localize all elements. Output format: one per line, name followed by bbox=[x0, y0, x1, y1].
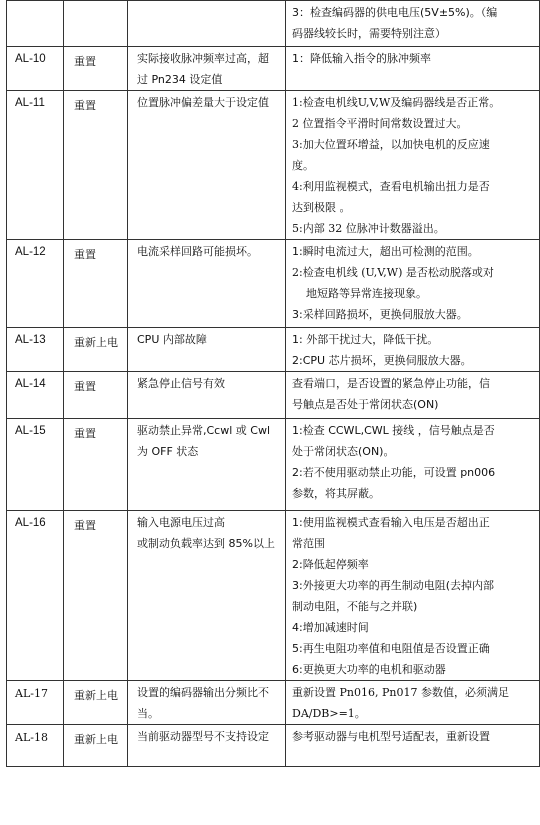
reset-method: 重置 bbox=[74, 519, 96, 532]
cause-line: 输入电源电压过高 bbox=[137, 516, 225, 529]
corrective-action-cell bbox=[286, 372, 540, 419]
action-line: 2:若不使用驱动禁止功能，可设置 pn006 bbox=[292, 466, 496, 479]
table-row bbox=[7, 681, 540, 725]
table-row bbox=[7, 1, 540, 47]
action-line: 处于常闭状态(ON)。 bbox=[292, 445, 395, 458]
action-line: 制动电阻，不能与之并联) bbox=[292, 600, 418, 613]
alarm-code: AL-16 bbox=[15, 517, 46, 529]
reset-method: 重置 bbox=[74, 380, 96, 393]
table-row bbox=[7, 328, 540, 372]
alarm-cause-cell bbox=[128, 681, 286, 725]
alarm-table bbox=[6, 0, 540, 767]
table-row bbox=[7, 725, 540, 767]
reset-method-cell bbox=[64, 91, 128, 240]
alarm-cause-cell bbox=[128, 240, 286, 328]
alarm-code: AL-11 bbox=[15, 97, 45, 109]
action-line: 1:瞬时电流过大，超出可检测的范围。 bbox=[292, 245, 479, 258]
action-line: 4:利用监视模式，查看电机输出扭力是否 bbox=[292, 180, 490, 193]
alarm-code: AL-17 bbox=[15, 687, 48, 700]
reset-method-cell bbox=[64, 1, 128, 47]
action-line: 2:降低起停频率 bbox=[292, 558, 369, 571]
action-line: 5:再生电阻功率值和电阻值是否设置正确 bbox=[292, 642, 490, 655]
action-line: 2:检查电机线 (U,V,W) 是否松动脱落或对 bbox=[292, 266, 494, 279]
corrective-action-cell bbox=[286, 91, 540, 240]
action-line: 码器线较长时，需要特别注意） bbox=[292, 27, 446, 40]
cause-line: 实际接收脉冲频率过高，超 bbox=[137, 52, 269, 65]
reset-method-cell bbox=[64, 328, 128, 372]
alarm-code-cell bbox=[7, 681, 64, 725]
action-line: 1:使用监视模式查看输入电压是否超出正 bbox=[292, 516, 490, 529]
cause-line: 为 OFF 状态 bbox=[137, 445, 199, 458]
table-row bbox=[7, 240, 540, 328]
alarm-code-cell bbox=[7, 511, 64, 681]
cause-line: 位置脉冲偏差量大于设定值 bbox=[137, 96, 269, 109]
action-line: 号触点是否处于常闭状态(ON) bbox=[292, 398, 439, 411]
reset-method bbox=[64, 1, 127, 7]
reset-method: 重置 bbox=[74, 99, 96, 112]
action-line: 5:内部 32 位脉冲计数器溢出。 bbox=[292, 222, 445, 235]
alarm-cause-cell bbox=[128, 1, 286, 47]
table-row bbox=[7, 91, 540, 240]
alarm-code-cell bbox=[7, 240, 64, 328]
cause-line: 当。 bbox=[137, 707, 159, 720]
action-line: 3:采样回路损坏，更换伺服放大器。 bbox=[292, 308, 468, 321]
action-line: 3：检查编码器的供电电压(5V±5%)。（编 bbox=[292, 6, 498, 19]
cause-line: 紧急停止信号有效 bbox=[137, 377, 225, 390]
action-line: 地短路等异常连接现象。 bbox=[306, 287, 427, 300]
cause-line: 或制动负载率达到 85%以上 bbox=[137, 537, 275, 550]
reset-method-cell bbox=[64, 47, 128, 91]
reset-method-cell bbox=[64, 419, 128, 511]
action-line: 4:增加减速时间 bbox=[292, 621, 369, 634]
action-line: 1: 外部干扰过大，降低干扰。 bbox=[292, 333, 439, 346]
action-line: DA/DB>=1。 bbox=[292, 707, 366, 720]
alarm-code: AL-12 bbox=[15, 246, 46, 258]
reset-method-cell bbox=[64, 725, 128, 767]
cause-line: 设置的编码器输出分频比不 bbox=[137, 686, 269, 699]
reset-method-cell bbox=[64, 511, 128, 681]
alarm-cause-cell bbox=[128, 47, 286, 91]
alarm-code: AL-13 bbox=[15, 334, 46, 346]
alarm-cause-cell bbox=[128, 372, 286, 419]
alarm-cause-cell bbox=[128, 725, 286, 767]
alarm-cause-cell bbox=[128, 91, 286, 240]
action-line: 3:加大位置环增益，以加快电机的反应速 bbox=[292, 138, 490, 151]
action-line: 3:外接更大功率的再生制动电阻(去掉内部 bbox=[292, 579, 494, 592]
corrective-action-cell bbox=[286, 328, 540, 372]
reset-method: 重新上电 bbox=[74, 733, 118, 746]
alarm-code: AL-18 bbox=[15, 731, 48, 744]
action-line: 2:CPU 芯片损坏，更换伺服放大器。 bbox=[292, 354, 472, 367]
table-row bbox=[7, 511, 540, 681]
alarm-code: AL-15 bbox=[15, 425, 46, 437]
alarm-code: AL-14 bbox=[15, 378, 46, 390]
corrective-action-cell bbox=[286, 725, 540, 767]
reset-method: 重置 bbox=[74, 248, 96, 261]
table-row bbox=[7, 419, 540, 511]
alarm-cause-cell bbox=[128, 511, 286, 681]
reset-method: 重置 bbox=[74, 55, 96, 68]
corrective-action-cell bbox=[286, 511, 540, 681]
alarm-code-cell bbox=[7, 328, 64, 372]
reset-method: 重新上电 bbox=[74, 689, 118, 702]
action-line: 查看端口，是否设置的紧急停止功能，信 bbox=[292, 377, 490, 390]
corrective-action-cell bbox=[286, 1, 540, 47]
action-line: 参考驱动器与电机型号适配表，重新设置 bbox=[292, 730, 490, 743]
alarm-code-cell bbox=[7, 1, 64, 47]
corrective-action-cell bbox=[286, 681, 540, 725]
reset-method-cell bbox=[64, 372, 128, 419]
cause-line: 驱动禁止异常,Ccwl 或 Cwl bbox=[137, 424, 271, 437]
action-line: 6:更换更大功率的电机和驱动器 bbox=[292, 663, 446, 676]
action-line: 1:检查 CCWL,CWL 接线 ，信号触点是否 bbox=[292, 424, 495, 437]
reset-method-cell bbox=[64, 240, 128, 328]
table-row bbox=[7, 372, 540, 419]
alarm-cause-cell bbox=[128, 328, 286, 372]
corrective-action-cell bbox=[286, 47, 540, 91]
corrective-action-cell bbox=[286, 419, 540, 511]
reset-method-cell bbox=[64, 681, 128, 725]
alarm-code-cell bbox=[7, 47, 64, 91]
alarm-code bbox=[7, 1, 63, 7]
alarm-code-cell bbox=[7, 91, 64, 240]
cause-line: 当前驱动器型号不支持设定 bbox=[137, 730, 269, 743]
action-line: 2 位置指令平滑时间常数设置过大。 bbox=[292, 117, 468, 130]
table-row bbox=[7, 47, 540, 91]
reset-method: 重置 bbox=[74, 427, 96, 440]
action-line: 参数，将其屏蔽。 bbox=[292, 487, 380, 500]
alarm-code: AL-10 bbox=[15, 53, 46, 65]
reset-method: 重新上电 bbox=[74, 336, 118, 349]
alarm-code-cell bbox=[7, 725, 64, 767]
action-line: 1：降低输入指令的脉冲频率 bbox=[292, 52, 431, 65]
action-line: 度。 bbox=[292, 159, 314, 172]
action-line: 重新设置 Pn016, Pn017 参数值，必须满足 bbox=[292, 686, 509, 699]
alarm-code-cell bbox=[7, 372, 64, 419]
action-line: 常范围 bbox=[292, 537, 325, 550]
cause-line: 电流采样回路可能损坏。 bbox=[137, 245, 258, 258]
action-line: 达到极限 。 bbox=[292, 201, 351, 214]
cause-line: 过 Pn234 设定值 bbox=[137, 73, 223, 86]
alarm-code-cell bbox=[7, 419, 64, 511]
alarm-cause-cell bbox=[128, 419, 286, 511]
corrective-action-cell bbox=[286, 240, 540, 328]
action-line: 1:检查电机线U,V,W及编码器线是否正常。 bbox=[292, 96, 501, 109]
cause-line: CPU 内部故障 bbox=[137, 333, 207, 346]
